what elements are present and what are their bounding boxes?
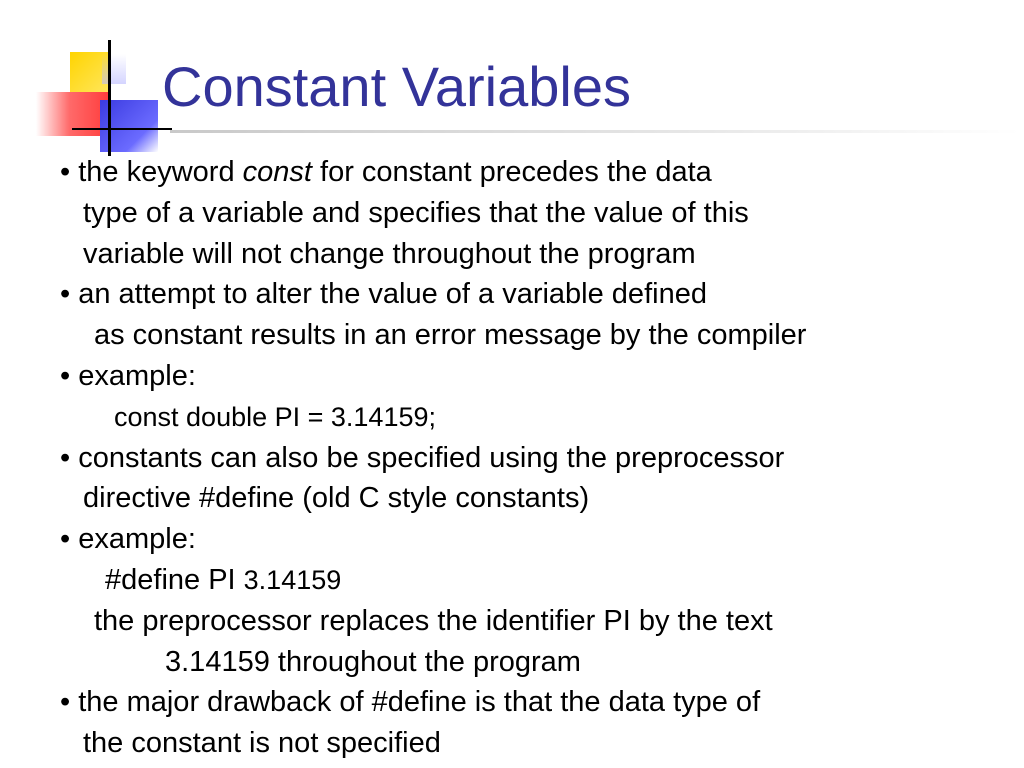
bullet-6-line-1: • the major drawback of #define is that the data type of [60, 686, 761, 719]
bullet-1-line-2: type of a variable and specifies that the value of this [83, 196, 749, 229]
bullet-1-line-3: variable will not change throughout the program [83, 237, 696, 270]
bullet-2-line-1: • an attempt to alter the value of a variable defined [60, 278, 707, 311]
keyword-const: const [242, 156, 312, 188]
bullet-5-note-2: 3.14159 throughout the program [165, 645, 581, 678]
bullet-1-text-b: for constant precedes the data [311, 156, 712, 188]
code-example-const: const double PI = 3.14159; [114, 401, 436, 432]
title-underline [170, 130, 1020, 133]
bullet-3-line-1: • example: [60, 359, 196, 392]
bullet-6-line-2: the constant is not specified [83, 727, 441, 760]
bullet-2-line-2: as constant results in an error message by the compiler [94, 319, 807, 352]
bullet-1-line-1 [60, 152, 1010, 193]
code-define-value: 3.14159 [243, 564, 342, 595]
bullet-5-note-1: the preprocessor replaces the identifier PI by the text [94, 604, 773, 637]
bullet-1-text-a: • the keyword [60, 156, 243, 188]
slide-title: Constant Variables [162, 55, 631, 118]
logo-horizontal-line [72, 128, 172, 130]
logo-decoration [0, 0, 180, 150]
bullet-5-line-1: • example: [60, 523, 196, 556]
code-example-define [60, 560, 1010, 601]
code-define-keyword: #define PI [105, 563, 244, 596]
bullet-4-line-1: • constants can also be specified using the preprocessor [60, 441, 785, 474]
slide-body [60, 152, 1010, 764]
logo-lavender-square [102, 54, 126, 84]
bullet-4-line-2: directive #define (old C style constants) [83, 482, 590, 515]
logo-vertical-line [108, 40, 111, 156]
